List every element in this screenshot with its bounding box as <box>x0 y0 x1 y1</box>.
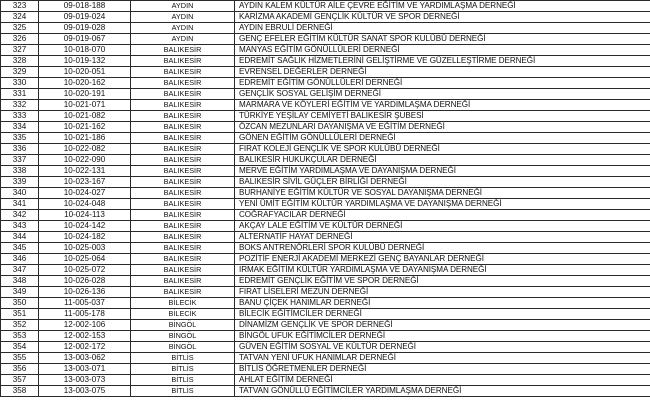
table-row <box>1 254 650 265</box>
row-number: 349 <box>1 287 39 298</box>
row-number: 334 <box>1 122 39 133</box>
province: BALIKESİR <box>131 67 235 78</box>
table-row <box>1 232 650 243</box>
row-number: 340 <box>1 188 39 199</box>
row-number: 336 <box>1 144 39 155</box>
association-name: EDREMİT SAĞLIK HİZMETLERİNİ GELİŞTİRME VE GÜZELLEŞTİRME DERNEĞİ <box>235 56 650 67</box>
province: BALIKESİR <box>131 89 235 100</box>
table-row <box>1 342 650 353</box>
association-name: GÖNEN EĞİTİM GÖNÜLLÜLERİ DERNEĞİ <box>235 133 650 144</box>
registry-code: 10-022-090 <box>39 155 131 166</box>
row-number: 348 <box>1 276 39 287</box>
association-name: BİNGÖL UFUK EĞİTİMCİLER DERNEĞİ <box>235 331 650 342</box>
association-name: IRMAK EĞİTİM KÜLTÜR YARDIMLAŞMA VE DAYANIŞMA DERNEĞİ <box>235 265 650 276</box>
table-row <box>1 287 650 298</box>
registry-code: 10-020-162 <box>39 78 131 89</box>
association-name: TATVAN YENİ UFUK HANIMLAR DERNEĞİ <box>235 353 650 364</box>
row-number: 328 <box>1 56 39 67</box>
province: BİTLİS <box>131 364 235 375</box>
registry-code: 09-019-028 <box>39 23 131 34</box>
table-row <box>1 23 650 34</box>
association-name: AHLAT EĞİTİM DERNEĞİ <box>235 375 650 386</box>
association-name: MARMARA VE KÖYLERİ EĞİTİM VE YARDIMLAŞMA DERNEĞİ <box>235 100 650 111</box>
registry-code: 10-024-027 <box>39 188 131 199</box>
registry-code: 10-024-182 <box>39 232 131 243</box>
row-number: 341 <box>1 199 39 210</box>
row-number: 337 <box>1 155 39 166</box>
table-row <box>1 1 650 12</box>
registry-code: 12-002-153 <box>39 331 131 342</box>
province: AYDIN <box>131 12 235 23</box>
row-number: 339 <box>1 177 39 188</box>
row-number: 351 <box>1 309 39 320</box>
province: BALIKESİR <box>131 221 235 232</box>
registry-code: 11-005-178 <box>39 309 131 320</box>
province: BİTLİS <box>131 375 235 386</box>
table-row <box>1 67 650 78</box>
table-row <box>1 309 650 320</box>
province: BİNGÖL <box>131 331 235 342</box>
row-number: 358 <box>1 386 39 397</box>
table-row <box>1 155 650 166</box>
registry-code: 10-021-186 <box>39 133 131 144</box>
association-name: DİNAMİZM GENÇLİK VE SPOR DERNEĞİ <box>235 320 650 331</box>
table-row <box>1 78 650 89</box>
registry-code: 13-003-062 <box>39 353 131 364</box>
row-number: 357 <box>1 375 39 386</box>
registry-code: 10-022-131 <box>39 166 131 177</box>
association-name: FIRAT KOLEJİ GENÇLİK VE SPOR KULÜBÜ DERNEĞİ <box>235 144 650 155</box>
registry-code: 10-022-082 <box>39 144 131 155</box>
province: BALIKESİR <box>131 155 235 166</box>
association-name: BURHANİYE EĞİTİM KÜLTÜR VE SOSYAL DAYANIŞMA DERNEĞİ <box>235 188 650 199</box>
association-name: COĞRAFYACILAR DERNEĞİ <box>235 210 650 221</box>
table-row <box>1 265 650 276</box>
registry-code: 12-002-172 <box>39 342 131 353</box>
registry-code: 10-025-003 <box>39 243 131 254</box>
province: BİTLİS <box>131 353 235 364</box>
row-number: 330 <box>1 78 39 89</box>
row-number: 354 <box>1 342 39 353</box>
association-name: BANU ÇİÇEK HANIMLAR DERNEĞİ <box>235 298 650 309</box>
province: BALIKESİR <box>131 100 235 111</box>
table-row <box>1 34 650 45</box>
province: BALIKESİR <box>131 177 235 188</box>
registry-code: 13-003-073 <box>39 375 131 386</box>
row-number: 338 <box>1 166 39 177</box>
association-name: MANYAS EĞİTİM GÖNÜLLÜLERİ DERNEĞİ <box>235 45 650 56</box>
registry-code: 10-026-136 <box>39 287 131 298</box>
registry-code: 10-024-048 <box>39 199 131 210</box>
association-name: EVRENSEL DEĞERLER DERNEĞİ <box>235 67 650 78</box>
province: BALIKESİR <box>131 45 235 56</box>
table-row <box>1 133 650 144</box>
row-number: 332 <box>1 100 39 111</box>
association-name: AYDIN EBRULİ DERNEĞİ <box>235 23 650 34</box>
association-name: BİLECİK EĞİTİMCİLER DERNEĞİ <box>235 309 650 320</box>
registry-code: 09-019-067 <box>39 34 131 45</box>
registry-code: 10-019-132 <box>39 56 131 67</box>
association-name: ALTERNATİF HAYAT DERNEĞİ <box>235 232 650 243</box>
province: BALIKESİR <box>131 166 235 177</box>
association-name: GENÇLİK SOSYAL GELİŞİM DERNEĞİ <box>235 89 650 100</box>
province: AYDIN <box>131 23 235 34</box>
association-name: AYDIN KALEM KÜLTÜR AİLE ÇEVRE EĞİTİM VE YARDIMLAŞMA DERNEĞİ <box>235 1 650 12</box>
province: BALIKESİR <box>131 144 235 155</box>
table-row <box>1 144 650 155</box>
association-name: KARİZMA AKADEMİ GENÇLİK KÜLTÜR VE SPOR DERNEĞİ <box>235 12 650 23</box>
row-number: 347 <box>1 265 39 276</box>
province: BALIKESİR <box>131 232 235 243</box>
registry-code: 10-024-113 <box>39 210 131 221</box>
row-number: 329 <box>1 67 39 78</box>
row-number: 331 <box>1 89 39 100</box>
province: BALIKESİR <box>131 276 235 287</box>
row-number: 333 <box>1 111 39 122</box>
registry-code: 10-023-167 <box>39 177 131 188</box>
registry-code: 12-002-106 <box>39 320 131 331</box>
association-name: BALIKESİR HUKUKÇULAR DERNEĞİ <box>235 155 650 166</box>
table-row <box>1 177 650 188</box>
table-row <box>1 166 650 177</box>
table-row <box>1 353 650 364</box>
association-name: ÖZCAN MEZUNLARI DAYANIŞMA VE EĞİTİM DERNEĞİ <box>235 122 650 133</box>
province: BALIKESİR <box>131 111 235 122</box>
row-number: 350 <box>1 298 39 309</box>
table-row <box>1 45 650 56</box>
association-name: GENÇ EFELER EĞİTİM KÜLTÜR SANAT SPOR KULÜBÜ DERNEĞİ <box>235 34 650 45</box>
table-row <box>1 364 650 375</box>
registry-code: 10-026-028 <box>39 276 131 287</box>
table-row <box>1 320 650 331</box>
association-name: TATVAN GÖNÜLLÜ EĞİTİMCİLER YARDIMLAŞMA DERNEĞİ <box>235 386 650 397</box>
registry-code: 10-021-071 <box>39 100 131 111</box>
table-row <box>1 276 650 287</box>
association-name: TÜRKİYE YEŞİLAY CEMİYETİ BALIKESİR ŞUBESİ <box>235 111 650 122</box>
table-row <box>1 188 650 199</box>
row-number: 346 <box>1 254 39 265</box>
province: BİTLİS <box>131 386 235 397</box>
table-row <box>1 111 650 122</box>
table-row <box>1 375 650 386</box>
row-number: 335 <box>1 133 39 144</box>
association-name: EDREMİT EĞİTİM GÖNÜLLÜLERİ DERNEĞİ <box>235 78 650 89</box>
association-name: BİTLİS ÖĞRETMENLER DERNEĞİ <box>235 364 650 375</box>
association-name: GÜVEN EĞİTİM SOSYAL VE KÜLTÜR DERNEĞİ <box>235 342 650 353</box>
row-number: 327 <box>1 45 39 56</box>
province: BİLECİK <box>131 298 235 309</box>
row-number: 355 <box>1 353 39 364</box>
registry-code: 10-020-191 <box>39 89 131 100</box>
table-row <box>1 12 650 23</box>
table-row <box>1 56 650 67</box>
registry-code: 09-019-024 <box>39 12 131 23</box>
registry-code: 10-018-070 <box>39 45 131 56</box>
registry-code: 10-024-142 <box>39 221 131 232</box>
province: BİNGÖL <box>131 320 235 331</box>
province: BİLECİK <box>131 309 235 320</box>
registry-code: 10-020-051 <box>39 67 131 78</box>
row-number: 323 <box>1 1 39 12</box>
table-row <box>1 386 650 397</box>
row-number: 344 <box>1 232 39 243</box>
table-row <box>1 122 650 133</box>
row-number: 342 <box>1 210 39 221</box>
row-number: 324 <box>1 12 39 23</box>
province: BALIKESİR <box>131 287 235 298</box>
row-number: 353 <box>1 331 39 342</box>
row-number: 326 <box>1 34 39 45</box>
registry-code: 10-021-162 <box>39 122 131 133</box>
association-name: YENİ ÜMİT EĞİTİM KÜLTÜR YARDIMLAŞMA VE DAYANIŞMA DERNEĞİ <box>235 199 650 210</box>
registry-code: 09-018-188 <box>39 1 131 12</box>
table-row <box>1 89 650 100</box>
province: BALIKESİR <box>131 254 235 265</box>
province: BALIKESİR <box>131 199 235 210</box>
province: BALIKESİR <box>131 56 235 67</box>
table-row <box>1 243 650 254</box>
table-body <box>1 1 650 397</box>
row-number: 325 <box>1 23 39 34</box>
province: BİNGÖL <box>131 342 235 353</box>
table-row <box>1 298 650 309</box>
registry-code: 13-003-075 <box>39 386 131 397</box>
table-row <box>1 199 650 210</box>
table-row <box>1 210 650 221</box>
registry-code: 10-025-072 <box>39 265 131 276</box>
registry-code: 10-025-064 <box>39 254 131 265</box>
association-name: EDREMİT GENÇLİK EĞİTİM VE SPOR DERNEĞİ <box>235 276 650 287</box>
table-row <box>1 100 650 111</box>
province: BALIKESİR <box>131 265 235 276</box>
province: AYDIN <box>131 34 235 45</box>
province: BALIKESİR <box>131 243 235 254</box>
province: BALIKESİR <box>131 188 235 199</box>
row-number: 345 <box>1 243 39 254</box>
registry-code: 10-021-082 <box>39 111 131 122</box>
province: BALIKESİR <box>131 133 235 144</box>
association-name: BALIKESİR SİVİL GÜÇLER BİRLİĞİ DERNEĞİ <box>235 177 650 188</box>
association-name: FIRAT LİSELERİ MEZUN DERNEĞİ <box>235 287 650 298</box>
registry-code: 13-003-071 <box>39 364 131 375</box>
association-name: BOKS ANTRENÖRLERİ SPOR KULÜBÜ DERNEĞİ <box>235 243 650 254</box>
registry-code: 11-005-037 <box>39 298 131 309</box>
association-name: MERVE EĞİTİM YARDIMLAŞMA VE DAYANIŞMA DERNEĞİ <box>235 166 650 177</box>
association-name: AKÇAY LALE EĞİTİM VE KÜLTÜR DERNEĞİ <box>235 221 650 232</box>
province: BALIKESİR <box>131 122 235 133</box>
row-number: 352 <box>1 320 39 331</box>
table-row <box>1 331 650 342</box>
association-name: POZİTİF ENERJİ AKADEMİ MERKEZİ GENÇ BAYANLAR DERNEĞİ <box>235 254 650 265</box>
row-number: 343 <box>1 221 39 232</box>
province: BALIKESİR <box>131 210 235 221</box>
province: BALIKESİR <box>131 78 235 89</box>
row-number: 356 <box>1 364 39 375</box>
province: AYDIN <box>131 1 235 12</box>
table-row <box>1 221 650 232</box>
